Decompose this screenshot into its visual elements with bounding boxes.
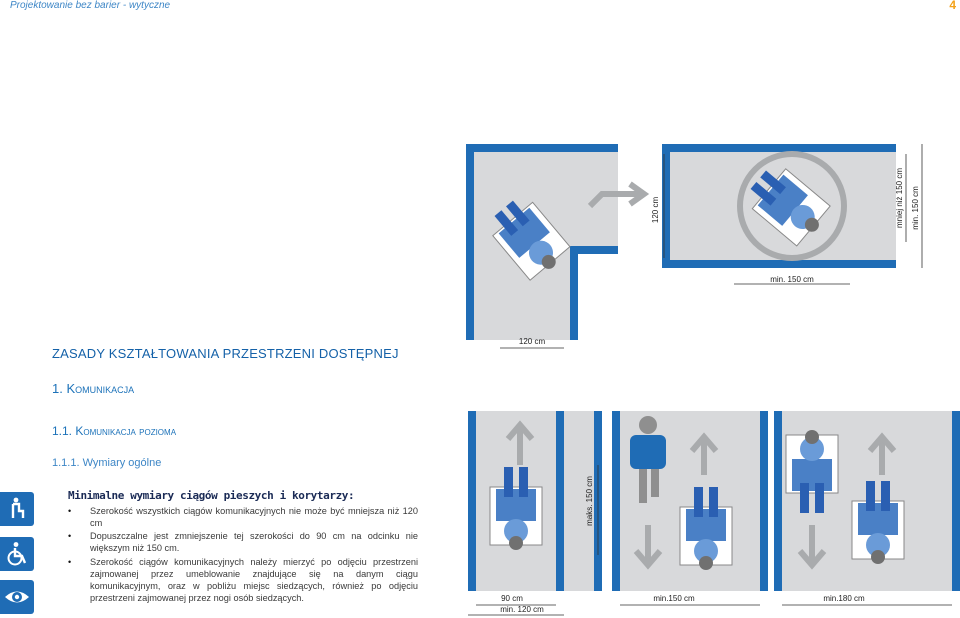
- dim-min-150: min.150 cm: [653, 594, 695, 603]
- dim-120-vertical: 120 cm: [651, 196, 660, 224]
- dim-min-180: min.180 cm: [823, 594, 865, 603]
- dim-min-150-horizontal: min. 150 cm: [770, 275, 814, 284]
- heading-horizontal-communication: 1.1. Komunikacja pozioma: [52, 424, 177, 438]
- dim-less-150: mniej niż 150 cm: [895, 167, 904, 229]
- accessibility-pram-badge: [0, 492, 34, 526]
- header-title: Projektowanie bez barier - wytyczne: [10, 0, 171, 11]
- dim-max-150: maks. 150 cm: [585, 476, 594, 526]
- dim-min-150-vertical: min. 150 cm: [911, 186, 920, 230]
- corridor-width-diagram: [462, 405, 960, 618]
- eye-icon: [4, 584, 30, 610]
- bullet-item: • Szerokość wszystkich ciągów komunikacyjnych nie może być mniejsza niż 120 cm: [68, 505, 418, 529]
- wheelchair-badge: [0, 537, 34, 571]
- heading-communication: 1. Komunikacja: [52, 381, 135, 396]
- bullet-item: • Dopuszczalne jest zmniejszenie tej szerokości do 90 cm na odcinku nie większym niż 150 cm.: [68, 530, 418, 554]
- bullet-item: • Szerokość ciągów komunikacyjnych należy mierzyć po odjęciu przestrzeni zajmowanej przez umeblowanie znajdujące się na danym ciągu komunikacyjnym, oraz w pobliżu miejsc siedzących, również po odjęciu przestrzeni zajmowanej przez nogi osób siedzących.: [68, 556, 418, 604]
- dim-120-horizontal: 120 cm: [518, 337, 546, 346]
- wheelchair-icon: [4, 541, 30, 567]
- main-title: ZASADY KSZTAŁTOWANIA PRZESTRZENI DOSTĘPNEJ: [52, 346, 399, 361]
- mobility-icon: [4, 496, 30, 522]
- dim-min-120: min. 120 cm: [500, 605, 544, 614]
- page-number: 4: [949, 0, 956, 12]
- dim-90: 90 cm: [501, 594, 523, 603]
- corridor-turn-diagram: [440, 130, 960, 355]
- vision-badge: [0, 580, 34, 614]
- corner-wall-void: [578, 254, 618, 340]
- heading-general-dimensions: 1.1.1. Wymiary ogólne: [52, 457, 162, 469]
- section-title: Minimalne wymiary ciągów pieszych i korytarzy:: [68, 489, 355, 502]
